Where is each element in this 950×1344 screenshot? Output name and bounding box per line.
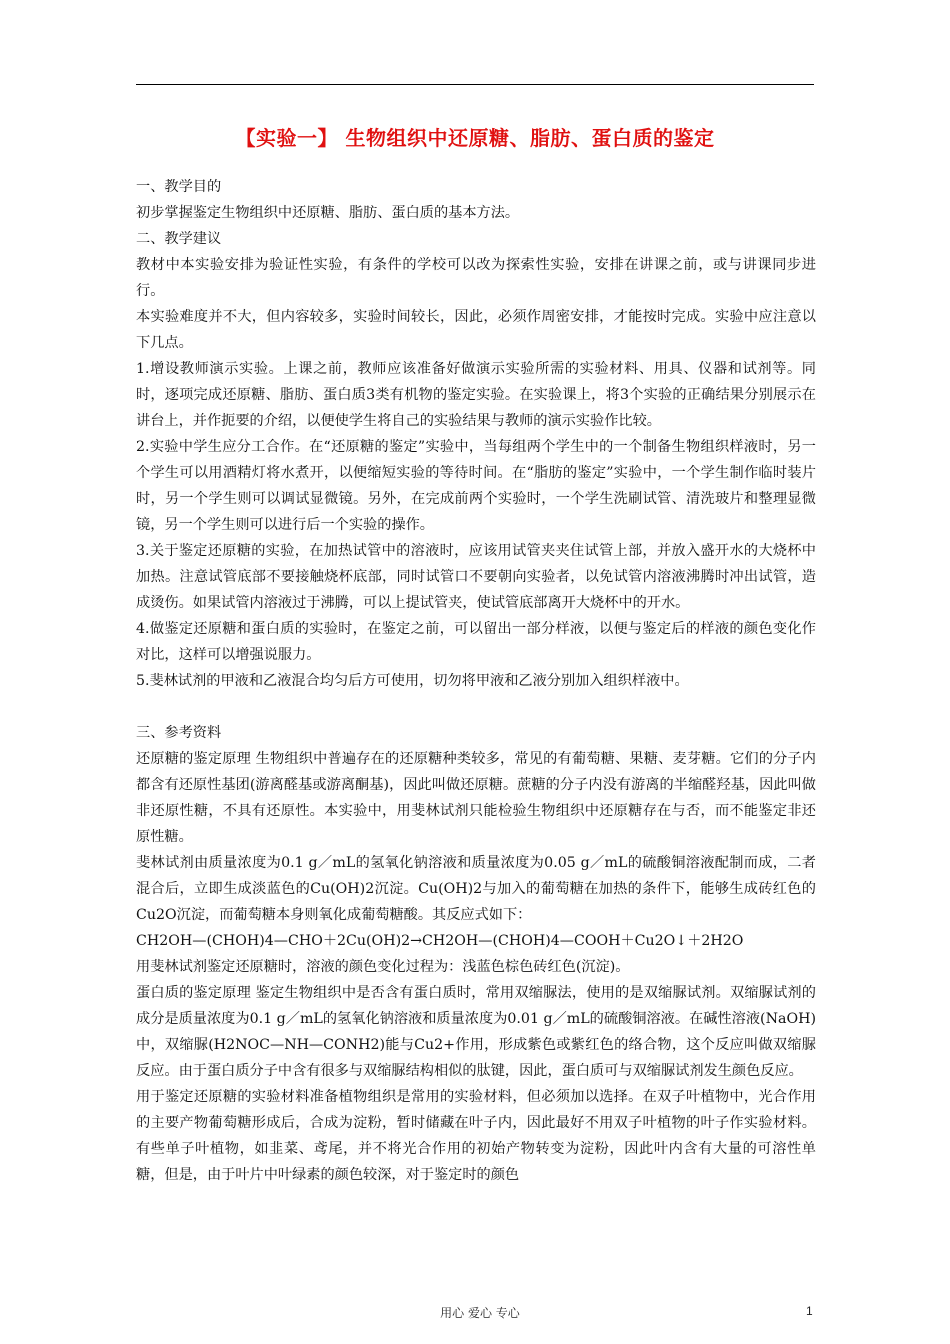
paragraph: 教材中本实验安排为验证性实验，有条件的学校可以改为探索性实验，安排在讲课之前，或与讲课同步进行。 bbox=[136, 257, 816, 299]
paragraph: 用于鉴定还原糖的实验材料准备植物组织是常用的实验材料，但必须加以选择。在双子叶植物中，光合作用的主要产物葡萄糖形成后，合成为淀粉，暂时储藏在叶子内，因此最好不用双子叶植物的叶子作实验材料。有些单子叶植物，如韭菜、鸢尾，并不将光合作用的初始产物转变为淀粉，因此叶内含有大量的可溶性单糖，但是，由于叶片中叶绿素的颜色较深，对于鉴定时的颜色 bbox=[136, 1089, 816, 1183]
page-number: 1 bbox=[806, 1304, 813, 1318]
reaction-equation: CH2OH—(CHOH)4—CHO＋2Cu(OH)2→CH2OH—(CHOH)4—COOH＋Cu2O↓＋2H2O bbox=[136, 933, 744, 949]
document-body bbox=[136, 174, 816, 1188]
paragraph: 5.斐林试剂的甲液和乙液混合均匀后方可使用，切勿将甲液和乙液分别加入组织样液中。 bbox=[136, 673, 689, 689]
paragraph: 还原糖的鉴定原理 生物组织中普遍存在的还原糖种类较多，常见的有葡萄糖、果糖、麦芽糖。它们的分子内都含有还原性基团(游离醛基或游离酮基)，因此叫做还原糖。蔗糖的分子内没有游离的半缩醛羟基，因此叫做非还原性糖，不具有还原性。本实验中，用斐林试剂只能检验生物组织中还原糖存在与否，而不能鉴定非还原性糖。 bbox=[136, 751, 816, 845]
section-heading-2: 二、教学建议 bbox=[136, 231, 222, 247]
paragraph: 本实验难度并不大，但内容较多，实验时间较长，因此，必须作周密安排，才能按时完成。实验中应注意以下几点。 bbox=[136, 309, 816, 351]
paragraph: 斐林试剂由质量浓度为0.1 g／mL的氢氧化钠溶液和质量浓度为0.05 g／mL的硫酸铜溶液配制而成，二者混合后，立即生成淡蓝色的Cu(OH)2沉淀。Cu(OH)2与加入的葡萄糖在加热的条件下，能够生成砖红色的Cu2O沉淀，而葡萄糖本身则氧化成葡萄糖酸。其反应式如下： bbox=[136, 855, 816, 923]
paragraph: 3.关于鉴定还原糖的实验，在加热试管中的溶液时，应该用试管夹夹住试管上部，并放入盛开水的大烧杯中加热。注意试管底部不要接触烧杯底部，同时试管口不要朝向实验者，以免试管内溶液沸腾时冲出试管，造成烫伤。如果试管内溶液过于沸腾，可以上提试管夹，使试管底部离开大烧杯中的开水。 bbox=[136, 543, 816, 611]
paragraph: 2.实验中学生应分工合作。在“还原糖的鉴定”实验中，当每组两个学生中的一个制备生物组织样液时，另一个学生可以用酒精灯将水煮开，以便缩短实验的等待时间。在“脂肪的鉴定”实验中，一个学生制作临时装片时，另一个学生则可以调试显微镜。另外，在完成前两个实验时，一个学生洗刷试管、清洗玻片和整理显微镜，另一个学生则可以进行后一个实验的操作。 bbox=[136, 439, 816, 533]
section-heading-3: 三、参考资料 bbox=[136, 725, 222, 741]
paragraph: 蛋白质的鉴定原理 鉴定生物组织中是否含有蛋白质时，常用双缩脲法，使用的是双缩脲试剂。双缩脲试剂的成分是质量浓度为0.1 g／mL的氢氧化钠溶液和质量浓度为0.01 g／mL的硫酸铜溶液。在碱性溶液(NaOH)中，双缩脲(H2NOC—NH—CONH2)能与Cu2+作用，形成紫色或紫红色的络合物，这个反应叫做双缩脲反应。由于蛋白质分子中含有很多与双缩脲结构相似的肽键，因此，蛋白质可与双缩脲试剂发生颜色反应。 bbox=[136, 985, 816, 1079]
header-rule bbox=[136, 84, 814, 85]
paragraph: 初步掌握鉴定生物组织中还原糖、脂肪、蛋白质的基本方法。 bbox=[136, 205, 520, 221]
section-heading-1: 一、教学目的 bbox=[136, 179, 222, 195]
paragraph: 4.做鉴定还原糖和蛋白质的实验时，在鉴定之前，可以留出一部分样液，以便与鉴定后的样液的颜色变化作对比，这样可以增强说服力。 bbox=[136, 621, 816, 663]
document-title: 【实验一】 生物组织中还原糖、脂肪、蛋白质的鉴定 bbox=[235, 126, 715, 150]
paragraph: 用斐林试剂鉴定还原糖时，溶液的颜色变化过程为：浅蓝色棕色砖红色(沉淀)。 bbox=[136, 959, 630, 975]
blank-line bbox=[136, 694, 816, 720]
footer-motto: 用心 爱心 专心 bbox=[440, 1306, 520, 1320]
paragraph: 1.增设教师演示实验。上课之前，教师应该准备好做演示实验所需的实验材料、用具、仪器和试剂等。同时，逐项完成还原糖、脂肪、蛋白质3类有机物的鉴定实验。在实验课上，将3个实验的正确结果分别展示在讲台上，并作扼要的介绍，以便使学生将自己的实验结果与教师的演示实验作比较。 bbox=[136, 361, 816, 429]
